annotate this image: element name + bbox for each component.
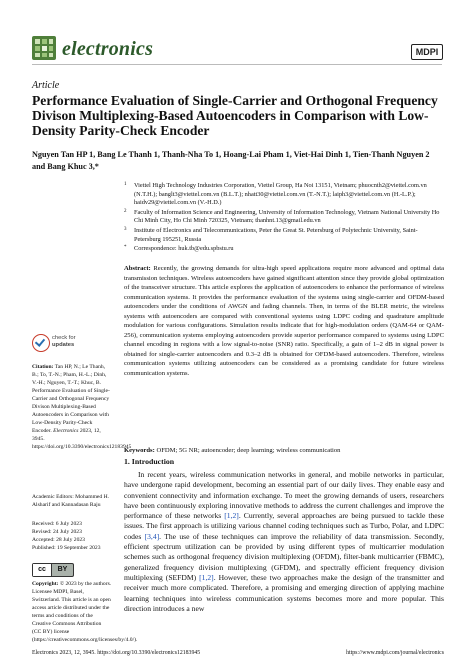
section-heading-introduction: 1. Introduction bbox=[124, 457, 175, 466]
date-received: Received: 6 July 2023 bbox=[32, 521, 82, 527]
abstract-label: Abstract: bbox=[124, 265, 151, 272]
cc-by-license-badge[interactable] bbox=[32, 563, 74, 577]
academic-editors: Academic Editors: Mohammed H. Alsharif and Kannadasan Raju bbox=[32, 494, 110, 508]
footer-journal-url[interactable]: https://www.mdpi.com/journal/electronics bbox=[346, 650, 444, 656]
affiliation-text: Faculty of Information Science and Engineering, University of Information Technology, Vietnam National University Ho Chi Minh City, Ho Chi Minh 720325, Vietnam; thanhnt.13@gmail.edu.vn bbox=[134, 208, 440, 225]
date-revised: Revised: 24 July 2023 bbox=[32, 529, 82, 535]
keywords-text: OFDM; 5G NR; autoencoder; deep learning; wireless communication bbox=[156, 447, 341, 454]
affiliation-item bbox=[124, 227, 444, 244]
affiliation-item bbox=[124, 245, 444, 254]
citation-doi[interactable]: 2023, 12, 3945. https://doi.org/10.3390/electronics12183945 bbox=[32, 428, 132, 450]
paper-title: Performance Evaluation of Single-Carrier and Orthogonal Frequency Divison Multiplexing-Based Autoencoders in Comparison with Low-Density Parity-Check Encoder bbox=[32, 93, 438, 138]
article-type: Article bbox=[32, 80, 60, 91]
affiliation-text: Viettel High Technology Industries Corporation, Viettel Group, Ha Noi 13151, Vietnam; phuocnth2@viettel.com.vn (N.T.H.); banglt3@viettel.com.vn (B.L.T.); nhatt30@viettel.com.vn (T.-N.T.); laiph3@viettel.com.vn (H.-L.P.); haidv29@viettel.com.vn (V.-H.D.) bbox=[134, 182, 427, 207]
keywords bbox=[124, 446, 444, 456]
journal-logo-icon bbox=[32, 36, 56, 60]
abstract-text: Recently, the growing demands for ultra-high speed applications require more advanced and optimal data transmission techniques. Wireless autoencoders have gained significant attention since they provide global optimization of the transceiver structure. This article explores the application of autoencoders to enhance the performance of wireless communication systems. It provides the performance evaluation of the systems using single-carrier and OFDM-based autoencoders under the conditions of AWGN and fading channels. Then, in terms of the BLER metric, the wireless systems with autoencoders are compared with conventional systems using LDPC coding and quadrature amplitude modulation for various configurations. Simulation results indicate that for high-modulation orders (QAM-64 or QAM-256), communication systems employing autoencoders provide superior performance compared to systems using LDPC channel encoding in regions with a low signal-to-noise (SNR) ratio. Specifically, a gain of 1–2 dB in signal power is obtained for single-carrier autoencoders and 0.3–2 dB is obtained for OFDM-based autoencoders. Therefore, wireless communication systems utilizing autoencoders can be considered as a promising candidate for future wireless communication systems. bbox=[124, 265, 444, 377]
copyright-label: Copyright: bbox=[32, 581, 59, 587]
affiliation-item bbox=[124, 209, 444, 226]
affiliation-mark: 3 bbox=[124, 226, 127, 232]
date-published: Published: 19 September 2023 bbox=[32, 545, 101, 551]
copyright-notice bbox=[32, 580, 138, 644]
footer-citation[interactable]: Electronics 2023, 12, 3945. https://doi.org/10.3390/electronics12183945 bbox=[32, 650, 201, 656]
publication-dates bbox=[32, 520, 110, 552]
citation-journal: Electronics bbox=[53, 428, 79, 434]
citation-link[interactable]: [1,2] bbox=[199, 572, 214, 582]
affiliations bbox=[124, 182, 444, 255]
mdpi-logo: MDPI bbox=[411, 44, 443, 60]
abstract bbox=[124, 264, 444, 378]
citation-link[interactable]: [3,4] bbox=[144, 531, 160, 541]
header-divider bbox=[32, 64, 442, 65]
copyright-text: © 2023 by the authors. Licensee MDPI, Basel, Switzerland. This article is an open access article distributed under the terms and conditions of the Creative Commons Attribution (CC BY) license (https://creativecommons.org/licenses/by/4.0/). bbox=[32, 581, 138, 643]
affiliation-item bbox=[124, 182, 444, 208]
journal-name: electronics bbox=[62, 38, 154, 60]
citation-block bbox=[32, 363, 132, 451]
citation-label: Citation: bbox=[32, 364, 54, 370]
correspondence-email[interactable]: Correspondence: huk.tb@edu.spbstu.ru bbox=[134, 245, 234, 253]
author-list bbox=[32, 149, 444, 173]
check-updates-icon bbox=[32, 334, 50, 352]
check-updates-label: check for updates bbox=[52, 335, 76, 348]
affiliation-mark: 1 bbox=[124, 182, 127, 187]
citation-link[interactable]: [1,2] bbox=[224, 511, 239, 521]
citation-text: Tan HP, N.; Le Thanh, B.; To, T.-N.; Pham, H.-L.; Dinh, V.-H.; Nguyen, T.-T.; Khuc, B. Performance Evaluation of Single-Carrier and Orthogonal Frequency Divison Multiplexing-Based Autoencoders in Comparison with Low-Density Parity-Check Encoder. bbox=[32, 364, 110, 434]
date-accepted: Accepted: 28 July 2023 bbox=[32, 537, 85, 543]
author-line-2: and Bang Khuc 3,* bbox=[32, 162, 99, 171]
affiliation-mark: 2 bbox=[124, 208, 127, 214]
affiliation-mark: * bbox=[124, 245, 127, 251]
keywords-label: Keywords: bbox=[124, 447, 155, 454]
by-icon: BY bbox=[57, 566, 68, 573]
author-line-1: Nguyen Tan HP 1, Bang Le Thanh 1, Thanh-Nha To 1, Hoang-Lai Pham 1, Viet-Hai Dinh 1, Tien-Thanh Nguyen 2 bbox=[32, 150, 430, 159]
cc-icon: cc bbox=[33, 564, 52, 576]
affiliation-text: Institute of Electronics and Telecommunications, Peter the Great St. Petersburg of Polytechnic University, Saint-Petersburg 195251, Russia bbox=[134, 226, 418, 243]
introduction-paragraph: In recent years, wireless communication networks in general, and mobile networks in particular, have undergone rapid development, becoming an essential part of our daily lives. They enable easy and convenient connectivity and information exchange. To meet the growing demands of users, researchers have been continuously exploring innovative methods to address the current challenges and improve the performance of these networks [1,2]. Currently, several approaches are being pursued to tackle these issues. The first approach is utilizing various channel coding techniques such as Turbo, Polar, and LDPC codes [3,4]. The use of these techniques can improve the reliability of data transmission. Secondly, efficient spectrum utilization can be provided by using different types of multicarrier modulation schemes such as orthogonal frequency division multiplexing (OFDM), filter-bank multicarrier (FBMC), generalized frequency division multiplexing (GFDM), and spectrally efficient frequency division multiplexing (SEFDM) [1,2]. However, these two approaches make the design of the transmitter and receiver much more complicated. Therefore, a promising and emerging direction of applying machine learning techniques into wireless communication systems becomes more and more popular. This direction introduces a new bbox=[124, 470, 444, 613]
check-for-updates-button[interactable] bbox=[32, 334, 104, 354]
